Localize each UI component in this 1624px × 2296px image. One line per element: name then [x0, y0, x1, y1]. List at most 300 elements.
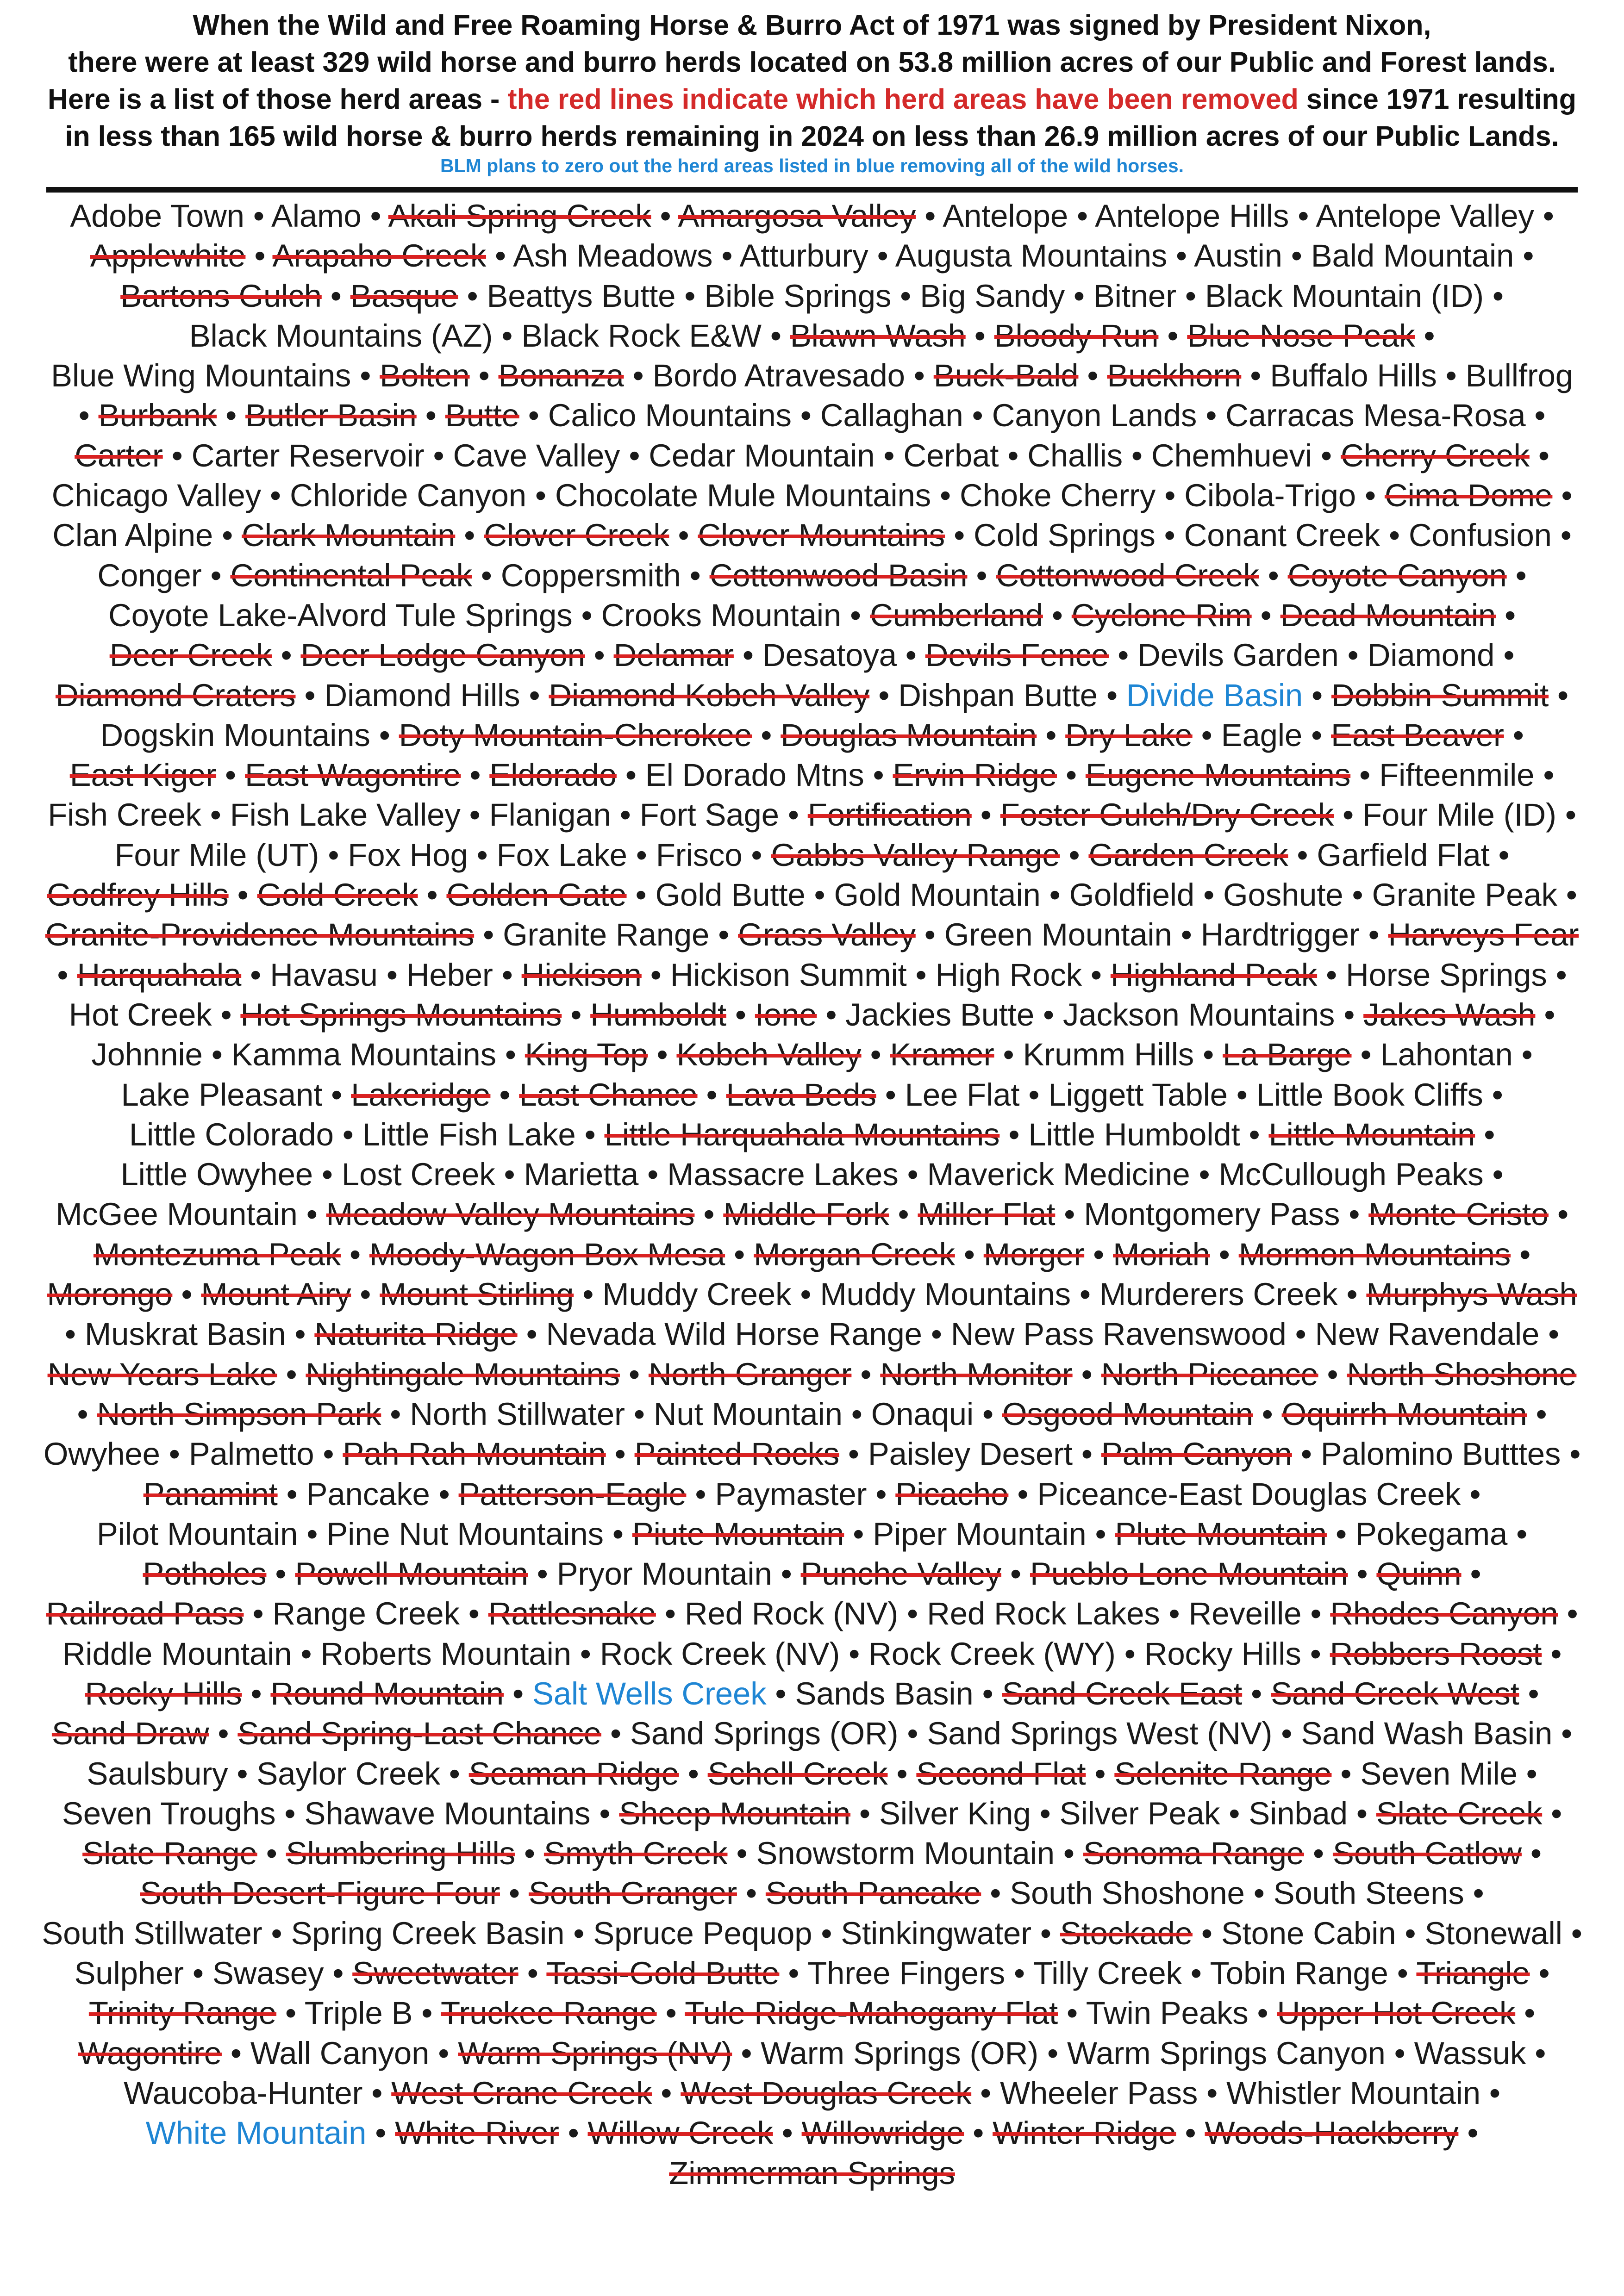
- herd-item: Massacre Lakes: [667, 1157, 899, 1193]
- bullet-separator: •: [266, 1836, 277, 1872]
- herd-item: Blue Nose Peak: [1187, 317, 1415, 354]
- bullet-separator: •: [1176, 238, 1187, 274]
- bullet-separator: •: [1571, 1915, 1582, 1951]
- herd-item: Spruce Pequop: [593, 1915, 812, 1951]
- herd-item: Saylor Creek: [256, 1755, 440, 1792]
- bullet-separator: •: [192, 1955, 204, 1991]
- bullet-separator: •: [735, 996, 746, 1033]
- bullet-separator: •: [1268, 557, 1279, 593]
- bullet-separator: •: [1343, 996, 1355, 1033]
- bullet-separator: •: [286, 1356, 297, 1392]
- herd-item: Oquirrh Mountain: [1281, 1396, 1527, 1432]
- bullet-separator: •: [1068, 837, 1080, 873]
- herd-item: Devils Garden: [1137, 637, 1339, 673]
- herd-item: High Rock: [935, 957, 1082, 993]
- bullet-separator: •: [931, 1316, 942, 1352]
- herd-item: Osgood Mountain: [1002, 1396, 1253, 1432]
- bullet-separator: •: [1335, 1516, 1347, 1552]
- herd-item: Kamma Mountains: [231, 1037, 496, 1073]
- bullet-separator: •: [1206, 398, 1217, 434]
- header: [42, 6, 1582, 177]
- bullet-separator: •: [1010, 1556, 1021, 1592]
- bullet-separator: •: [859, 1795, 870, 1831]
- herd-item: Second Flat: [916, 1755, 1086, 1792]
- herd-item: Snowstorm Mountain: [756, 1836, 1055, 1872]
- bullet-separator: •: [665, 1995, 677, 2031]
- herd-item: Akali Spring Creek: [388, 198, 651, 234]
- herd-item: La Barge: [1223, 1037, 1352, 1073]
- bullet-separator: •: [1185, 278, 1196, 314]
- herd-item: Pokegama: [1355, 1516, 1508, 1552]
- herd-item: Whistler Mountain: [1226, 2075, 1480, 2111]
- bullet-separator: •: [1250, 358, 1262, 394]
- bullet-separator: •: [505, 1037, 516, 1073]
- herd-item: Three Fingers: [807, 1955, 1005, 1991]
- bullet-separator: •: [1028, 1076, 1040, 1113]
- herd-item: Black Rock E&W: [521, 317, 762, 354]
- bullet-separator: •: [656, 1037, 668, 1073]
- bullet-separator: •: [294, 1316, 306, 1352]
- bullet-separator: •: [678, 517, 689, 554]
- bullet-separator: •: [614, 1436, 626, 1472]
- bullet-separator: •: [885, 1076, 896, 1113]
- bullet-separator: •: [286, 1476, 298, 1512]
- herd-item: Gold Creek: [257, 877, 418, 913]
- herd-item: Gabbs Valley Range: [771, 837, 1060, 873]
- bullet-separator: •: [860, 1356, 872, 1392]
- bullet-separator: •: [687, 1755, 699, 1792]
- herd-item: Cumberland: [869, 597, 1043, 633]
- bullet-separator: •: [1087, 358, 1099, 394]
- bullet-separator: •: [1065, 757, 1077, 793]
- herd-item: Diamond Kobeh Valley: [549, 677, 870, 713]
- herd-item: Red Rock (NV): [684, 1596, 899, 1632]
- bullet-separator: •: [660, 198, 671, 234]
- bullet-separator: •: [1218, 1236, 1230, 1272]
- herd-item: Zimmerman Springs: [669, 2155, 955, 2191]
- bullet-separator: •: [1106, 677, 1118, 713]
- bullet-separator: •: [1066, 1995, 1078, 2031]
- bullet-separator: •: [612, 1516, 624, 1552]
- herd-item: Cottonwood Creek: [996, 557, 1259, 593]
- herd-item: South Shoshone: [1010, 1875, 1245, 1911]
- bullet-separator: •: [1340, 1755, 1352, 1792]
- herd-item: Sulpher: [74, 1955, 184, 1991]
- herd-item: Murderers Creek: [1099, 1276, 1338, 1313]
- bullet-separator: •: [751, 837, 762, 873]
- herd-item: Sand Spring-Last Chance: [237, 1716, 601, 1752]
- bullet-separator: •: [57, 957, 69, 993]
- herd-item: Wagontire: [78, 2035, 222, 2071]
- bullet-separator: •: [433, 437, 444, 473]
- herd-item: Fox Lake: [496, 837, 627, 873]
- herd-item: Sand Springs (OR): [630, 1716, 899, 1752]
- bullet-separator: •: [1569, 1436, 1581, 1472]
- herd-item: Chemhuevi: [1151, 437, 1312, 473]
- herd-item: Lost Creek: [341, 1157, 495, 1193]
- bullet-separator: •: [1524, 1995, 1536, 2031]
- herd-item: Jakes Wash: [1363, 996, 1536, 1033]
- herd-item: Stockade: [1060, 1915, 1193, 1951]
- herd-item: Palomino Butttes: [1320, 1436, 1561, 1472]
- bullet-separator: •: [1394, 2035, 1405, 2071]
- herd-item: South Catlow: [1332, 1836, 1522, 1872]
- bullet-separator: •: [990, 1875, 1001, 1911]
- herd-item: Fox Hog: [348, 837, 468, 873]
- herd-item: White River: [395, 2115, 559, 2151]
- herd-item: Conger: [97, 557, 202, 593]
- bullet-separator: •: [1064, 1196, 1075, 1232]
- bullet-separator: •: [469, 797, 481, 833]
- bullet-separator: •: [321, 1157, 333, 1193]
- herd-item: Woods-Hackberry: [1205, 2115, 1459, 2151]
- herd-item: Roberts Mountain: [320, 1636, 571, 1672]
- herd-item: Little Harquahala Mountains: [604, 1116, 1000, 1152]
- bullet-separator: •: [1530, 1836, 1542, 1872]
- bullet-separator: •: [1095, 1516, 1106, 1552]
- bullet-separator: •: [528, 398, 539, 434]
- herd-item: Red Rock Lakes: [927, 1596, 1160, 1632]
- herd-item: Sweetwater: [352, 1955, 518, 1991]
- bullet-separator: •: [619, 797, 631, 833]
- bullet-separator: •: [250, 957, 262, 993]
- herd-item: Pilot Mountain: [96, 1516, 298, 1552]
- herd-item: Gold Butte: [655, 877, 806, 913]
- herd-item: El Dorado Mtns: [645, 757, 864, 793]
- herd-item: Pueblo Lone Mountain: [1030, 1556, 1348, 1592]
- bullet-separator: •: [285, 1995, 296, 2031]
- herd-item: Horse Springs: [1346, 957, 1547, 993]
- herd-item: Lee Flat: [905, 1076, 1020, 1113]
- herd-item: North Piceance: [1101, 1356, 1318, 1392]
- bullet-separator: •: [529, 677, 540, 713]
- bullet-separator: •: [1040, 1915, 1051, 1951]
- herd-item: Robbers Roost: [1330, 1636, 1542, 1672]
- herd-item: Butler Basin: [245, 398, 417, 434]
- bullet-separator: •: [300, 1636, 312, 1672]
- herd-item: Triangle: [1416, 1955, 1530, 1991]
- bullet-separator: •: [982, 1675, 993, 1711]
- herd-item: Goldfield: [1069, 877, 1195, 913]
- herd-item: Riddle Mountain: [62, 1636, 292, 1672]
- herd-item: Clan Alpine: [52, 517, 213, 554]
- herd-item: Challis: [1027, 437, 1123, 473]
- bullet-separator: •: [636, 837, 647, 873]
- bullet-separator: •: [425, 398, 437, 434]
- herd-item: Ash Meadows: [513, 238, 713, 274]
- herd-item: Pah Rah Mountain: [343, 1436, 606, 1472]
- bullet-separator: •: [770, 317, 781, 354]
- bullet-separator: •: [1236, 1076, 1248, 1113]
- bullet-separator: •: [1557, 1196, 1568, 1232]
- bullet-separator: •: [1359, 757, 1371, 793]
- herd-item: Garfield Flat: [1317, 837, 1490, 873]
- bullet-separator: •: [360, 358, 371, 394]
- herd-item: Douglas Mountain: [781, 717, 1037, 753]
- bullet-separator: •: [573, 1915, 585, 1951]
- header-line-3-end: since 1971 resulting: [1298, 83, 1577, 115]
- herd-item: Muddy Creek: [602, 1276, 792, 1313]
- herd-item: Coyote Canyon: [1287, 557, 1507, 593]
- herd-item: Bonanza: [498, 358, 624, 394]
- bullet-separator: •: [761, 717, 772, 753]
- herd-item: Plute Mountain: [1115, 1516, 1327, 1552]
- bullet-separator: •: [253, 198, 264, 234]
- bullet-separator: •: [907, 1596, 918, 1632]
- herd-item: Paisley Desert: [868, 1436, 1073, 1472]
- herd-item: Maverick Medicine: [927, 1157, 1190, 1193]
- bullet-separator: •: [915, 957, 927, 993]
- herd-item: Slate Creek: [1376, 1795, 1543, 1831]
- herd-item: Blawn Wash: [790, 317, 966, 354]
- herd-item: North Monitor: [880, 1356, 1073, 1392]
- herd-item: Carter: [75, 437, 163, 473]
- herd-item: North Simpson Park: [97, 1396, 381, 1432]
- herd-item: Bloody Run: [994, 317, 1159, 354]
- bullet-separator: •: [1567, 1596, 1578, 1632]
- herd-item: Cave Valley: [453, 437, 620, 473]
- herd-item: Seven Mile: [1360, 1755, 1518, 1792]
- bullet-separator: •: [1492, 1076, 1503, 1113]
- herd-item: Dishpan Butte: [898, 677, 1098, 713]
- bullet-separator: •: [1199, 1157, 1210, 1193]
- bullet-separator: •: [814, 877, 825, 913]
- herd-item: Fish Lake Valley: [230, 797, 461, 833]
- herd-item: Ervin Ridge: [893, 757, 1057, 793]
- bullet-separator: •: [633, 1396, 645, 1432]
- herd-item: Rocky Hills: [85, 1675, 242, 1711]
- bullet-separator: •: [1203, 877, 1215, 913]
- blue-note: BLM plans to zero out the herd areas listed in blue removing all of the wild horses.: [440, 155, 1184, 176]
- herd-item: Sheep Mountain: [619, 1795, 851, 1831]
- herd-item: Cibola-Trigo: [1184, 478, 1356, 514]
- bullet-separator: •: [853, 1516, 864, 1552]
- herd-item: Amargosa Valley: [678, 198, 916, 234]
- herd-item: Warm Springs (OR): [761, 2035, 1039, 2071]
- herd-item: Mount Stirling: [380, 1276, 574, 1313]
- bullet-separator: •: [972, 398, 983, 434]
- bullet-separator: •: [332, 1955, 344, 1991]
- bullet-separator: •: [78, 398, 90, 434]
- bullet-separator: •: [1262, 1396, 1273, 1432]
- herd-item: Callaghan: [820, 398, 963, 434]
- bullet-separator: •: [481, 557, 492, 593]
- herd-item: East Wagontire: [244, 757, 461, 793]
- herd-item: Fish Creek: [48, 797, 201, 833]
- herd-item: Tule Ridge-Mahogany Flat: [685, 1995, 1058, 2031]
- herd-item: Willow Creek: [587, 2115, 773, 2151]
- herd-item: Diamond Craters: [55, 677, 296, 713]
- bullet-separator: •: [781, 1556, 792, 1592]
- bullet-separator: •: [304, 677, 316, 713]
- bullet-separator: •: [1538, 1955, 1550, 1991]
- bullet-separator: •: [1081, 1356, 1093, 1392]
- bullet-separator: •: [745, 1875, 757, 1911]
- bullet-separator: •: [1051, 597, 1063, 633]
- herd-item: West Douglas Creek: [681, 2075, 972, 2111]
- bullet-separator: •: [581, 597, 593, 633]
- herd-item: Lava Beds: [726, 1076, 876, 1113]
- bullet-separator: •: [1560, 517, 1572, 554]
- bullet-separator: •: [1397, 1955, 1408, 1991]
- herd-item: Round Mountain: [270, 1675, 504, 1711]
- herd-item: Silver King: [879, 1795, 1031, 1831]
- herd-item: Black Mountains (AZ): [189, 317, 493, 354]
- bullet-separator: •: [1201, 717, 1212, 753]
- bullet-separator: •: [706, 1076, 718, 1113]
- herd-item: Little Mountain: [1268, 1116, 1475, 1152]
- herd-item: Monte Cristo: [1368, 1196, 1549, 1232]
- bullet-separator: •: [1008, 1116, 1020, 1152]
- bullet-separator: •: [77, 1396, 88, 1432]
- bullet-separator: •: [849, 1636, 860, 1672]
- herd-item: Swasey: [212, 1955, 324, 1991]
- herd-item: Paymaster: [715, 1476, 867, 1512]
- herd-item: Diamond Hills: [324, 677, 520, 713]
- bullet-separator: •: [584, 1116, 596, 1152]
- herd-item: Little Owyhee: [120, 1157, 313, 1193]
- herd-item: South Stillwater: [42, 1915, 262, 1951]
- bullet-separator: •: [225, 757, 236, 793]
- bullet-separator: •: [254, 238, 266, 274]
- herd-item: Deer Creek: [109, 637, 272, 673]
- bullet-separator: •: [1551, 1795, 1562, 1831]
- herd-item: South Pancake: [765, 1875, 981, 1911]
- herd-item: Granite Range: [503, 917, 710, 953]
- herd-item: Painted Rocks: [634, 1436, 839, 1472]
- herd-item: Cedar Mountain: [649, 437, 875, 473]
- herd-item: Tobin Range: [1210, 1955, 1388, 1991]
- bullet-separator: •: [896, 1755, 908, 1792]
- herd-item: Eugene Mountains: [1085, 757, 1351, 793]
- herd-item: Wheeler Pass: [1000, 2075, 1198, 2111]
- bullet-separator: •: [1253, 1875, 1265, 1911]
- bullet-separator: •: [1352, 877, 1363, 913]
- bullet-separator: •: [370, 198, 381, 234]
- bullet-separator: •: [508, 1875, 520, 1911]
- bullet-separator: •: [1124, 1636, 1136, 1672]
- herd-item: Muskrat Basin: [84, 1316, 286, 1352]
- herd-item: Dogskin Mountains: [100, 717, 370, 753]
- herd-item: Highland Peak: [1110, 957, 1318, 993]
- herd-item: Winter Ridge: [993, 2115, 1176, 2151]
- herd-item: Slumbering Hills: [286, 1836, 515, 1872]
- bullet-separator: •: [1360, 1037, 1372, 1073]
- bullet-separator: •: [1043, 996, 1054, 1033]
- bullet-separator: •: [568, 2115, 579, 2151]
- herd-item: South Steens: [1273, 1875, 1464, 1911]
- herd-item: Calico Mountains: [548, 398, 792, 434]
- herd-item: Punche Valley: [800, 1556, 1001, 1592]
- herd-item: Fort Sage: [639, 797, 779, 833]
- herd-item: Goshute: [1223, 877, 1343, 913]
- bullet-separator: •: [650, 957, 662, 993]
- bullet-separator: •: [718, 917, 730, 953]
- herd-item: King Top: [525, 1037, 648, 1073]
- bullet-separator: •: [781, 2115, 793, 2151]
- herd-item: Moriah: [1113, 1236, 1210, 1272]
- bullet-separator: •: [1003, 1037, 1014, 1073]
- herd-item: Diamond: [1367, 637, 1495, 673]
- bullet-separator: •: [379, 717, 390, 753]
- bullet-separator: •: [1047, 2035, 1058, 2071]
- herd-item: Warm Springs Canyon: [1067, 2035, 1386, 2071]
- herd-item: Fortification: [807, 797, 972, 833]
- bullet-separator: •: [913, 358, 925, 394]
- bullet-separator: •: [237, 877, 249, 913]
- bullet-separator: •: [684, 278, 696, 314]
- bullet-separator: •: [210, 557, 222, 593]
- bullet-separator: •: [1201, 1915, 1212, 1951]
- herd-item: Johnnie: [91, 1037, 203, 1073]
- herd-item: Applewhite: [90, 238, 246, 274]
- bullet-separator: •: [1346, 1276, 1358, 1313]
- herd-item: West Crane Creek: [391, 2075, 652, 2111]
- herd-item: Moody-Wagon Box Mesa: [369, 1236, 725, 1272]
- bullet-separator: •: [537, 1556, 548, 1592]
- bullet-separator: •: [526, 1316, 537, 1352]
- herd-item: Ione: [755, 996, 817, 1033]
- herd-item: Reveille: [1188, 1596, 1302, 1632]
- bullet-separator: •: [1229, 1795, 1240, 1831]
- bullet-separator: •: [1543, 757, 1555, 793]
- bullet-separator: •: [1561, 478, 1573, 514]
- herd-item: Conant Creek: [1184, 517, 1380, 554]
- herd-item: Naturita Ridge: [314, 1316, 518, 1352]
- bullet-separator: •: [1251, 1675, 1262, 1711]
- bullet-separator: •: [1168, 1596, 1180, 1632]
- herd-item: Palm Canyon: [1101, 1436, 1292, 1472]
- bullet-separator: •: [438, 2035, 450, 2071]
- herd-item: Four Mile (UT): [114, 837, 319, 873]
- bullet-separator: •: [360, 1276, 371, 1313]
- herd-item: Saulsbury: [87, 1755, 228, 1792]
- herd-item: Arapaho Creek: [272, 238, 487, 274]
- bullet-separator: •: [873, 757, 884, 793]
- bullet-separator: •: [875, 1476, 887, 1512]
- herd-item: Eldorado: [489, 757, 617, 793]
- herd-item: Garden Creek: [1088, 837, 1288, 873]
- herd-item: Dobbin Summit: [1331, 677, 1549, 713]
- bullet-separator: •: [1489, 2075, 1500, 2111]
- bullet-separator: •: [1555, 957, 1567, 993]
- herd-item: Truckee Range: [441, 1995, 657, 2031]
- bullet-separator: •: [1049, 877, 1061, 913]
- herd-item: Fifteenmile: [1379, 757, 1535, 793]
- herd-item: Upper Hot Creek: [1277, 1995, 1516, 2031]
- herd-item: Picacho: [895, 1476, 1009, 1512]
- bullet-separator: •: [1311, 717, 1323, 753]
- herd-item: Tassi-Gold Butte: [546, 1955, 780, 1991]
- herd-item: Little Fish Lake: [362, 1116, 576, 1152]
- bullet-separator: •: [1206, 2075, 1218, 2111]
- herd-item: Chicago Valley: [51, 478, 261, 514]
- bullet-separator: •: [211, 1037, 223, 1073]
- bullet-separator: •: [1561, 1716, 1573, 1752]
- herd-item: Antelope: [943, 198, 1068, 234]
- herd-item: Piceance-East Douglas Creek: [1037, 1476, 1461, 1512]
- bullet-separator: •: [1550, 1636, 1562, 1672]
- herd-item: Sand Wash Basin: [1301, 1716, 1553, 1752]
- herd-item: Hardtrigger: [1200, 917, 1360, 953]
- bullet-separator: •: [1300, 1436, 1312, 1472]
- herd-item: Cyclone Rim: [1071, 597, 1252, 633]
- herd-item: Cold Springs: [974, 517, 1156, 554]
- herd-item: Delamar: [613, 637, 734, 673]
- bullet-separator: •: [870, 1037, 881, 1073]
- herd-item: Sand Creek East: [1002, 1675, 1243, 1711]
- herd-item: Nightingale Mountains: [306, 1356, 620, 1392]
